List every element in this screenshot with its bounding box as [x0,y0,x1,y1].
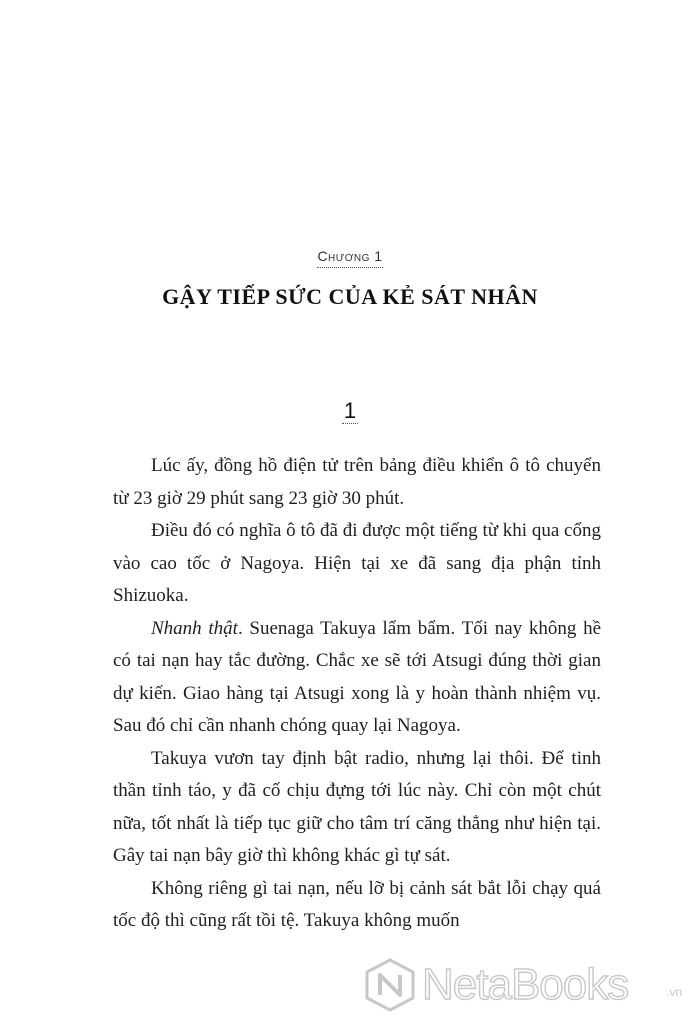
paragraph-4-text: Takuya vươn tay định bật radio, nhưng lại thôi. Để tinh thần tỉnh táo, y đã cố chịu đựng tới lúc này. Chỉ còn một chút nữa, tốt nhất là tiếp tục giữ cho tâm trí căng thẳng như hiện tại. Gây tai nạn bây giờ thì không khác gì tự sát. [113,747,601,866]
paragraph-2 [113,515,601,613]
chapter-label-text: Chương 1 [317,248,382,268]
paragraph-2-text: Điều đó có nghĩa ô tô đã đi được một tiếng từ khi qua cổng vào cao tốc ở Nagoya. Hiện tại xe đã sang địa phận tỉnh Shizuoka. [113,520,601,606]
body-text [113,450,601,938]
watermark [362,955,692,1017]
paragraph-4 [113,743,601,873]
paragraph-5 [113,873,601,938]
watermark-suffix: .vn [666,985,683,999]
paragraph-3 [113,613,601,743]
netabooks-logo-icon [362,957,418,1013]
chapter-label [0,248,700,268]
paragraph-3-italic: Nhanh thật [151,617,238,639]
paragraph-1 [113,450,601,515]
section-number-text: 1 [343,398,357,423]
paragraph-3-text: . Suenaga Takuya lẩm bẩm. Tối nay không hề có tai nạn hay tắc đường. Chắc xe sẽ tới Atsugi đúng thời gian dự kiến. Giao hàng tại Atsugi xong là y hoàn thành nhiệm vụ. Sau đó chỉ cần nhanh chóng quay lại Nagoya. [113,617,601,736]
section-number [0,398,700,424]
chapter-title: GẬY TIẾP SỨC CỦA KẺ SÁT NHÂN [162,284,538,309]
watermark-brand: NetaBooks [422,960,629,1009]
paragraph-1-text: Lúc ấy, đồng hồ điện tử trên bảng điều khiển ô tô chuyển từ 23 giờ 29 phút sang 23 giờ 30 phút. [113,455,601,509]
paragraph-5-text: Không riêng gì tai nạn, nếu lỡ bị cảnh sát bắt lỗi chạy quá tốc độ thì cũng rất tồi tệ. Takuya không muốn [113,877,601,931]
